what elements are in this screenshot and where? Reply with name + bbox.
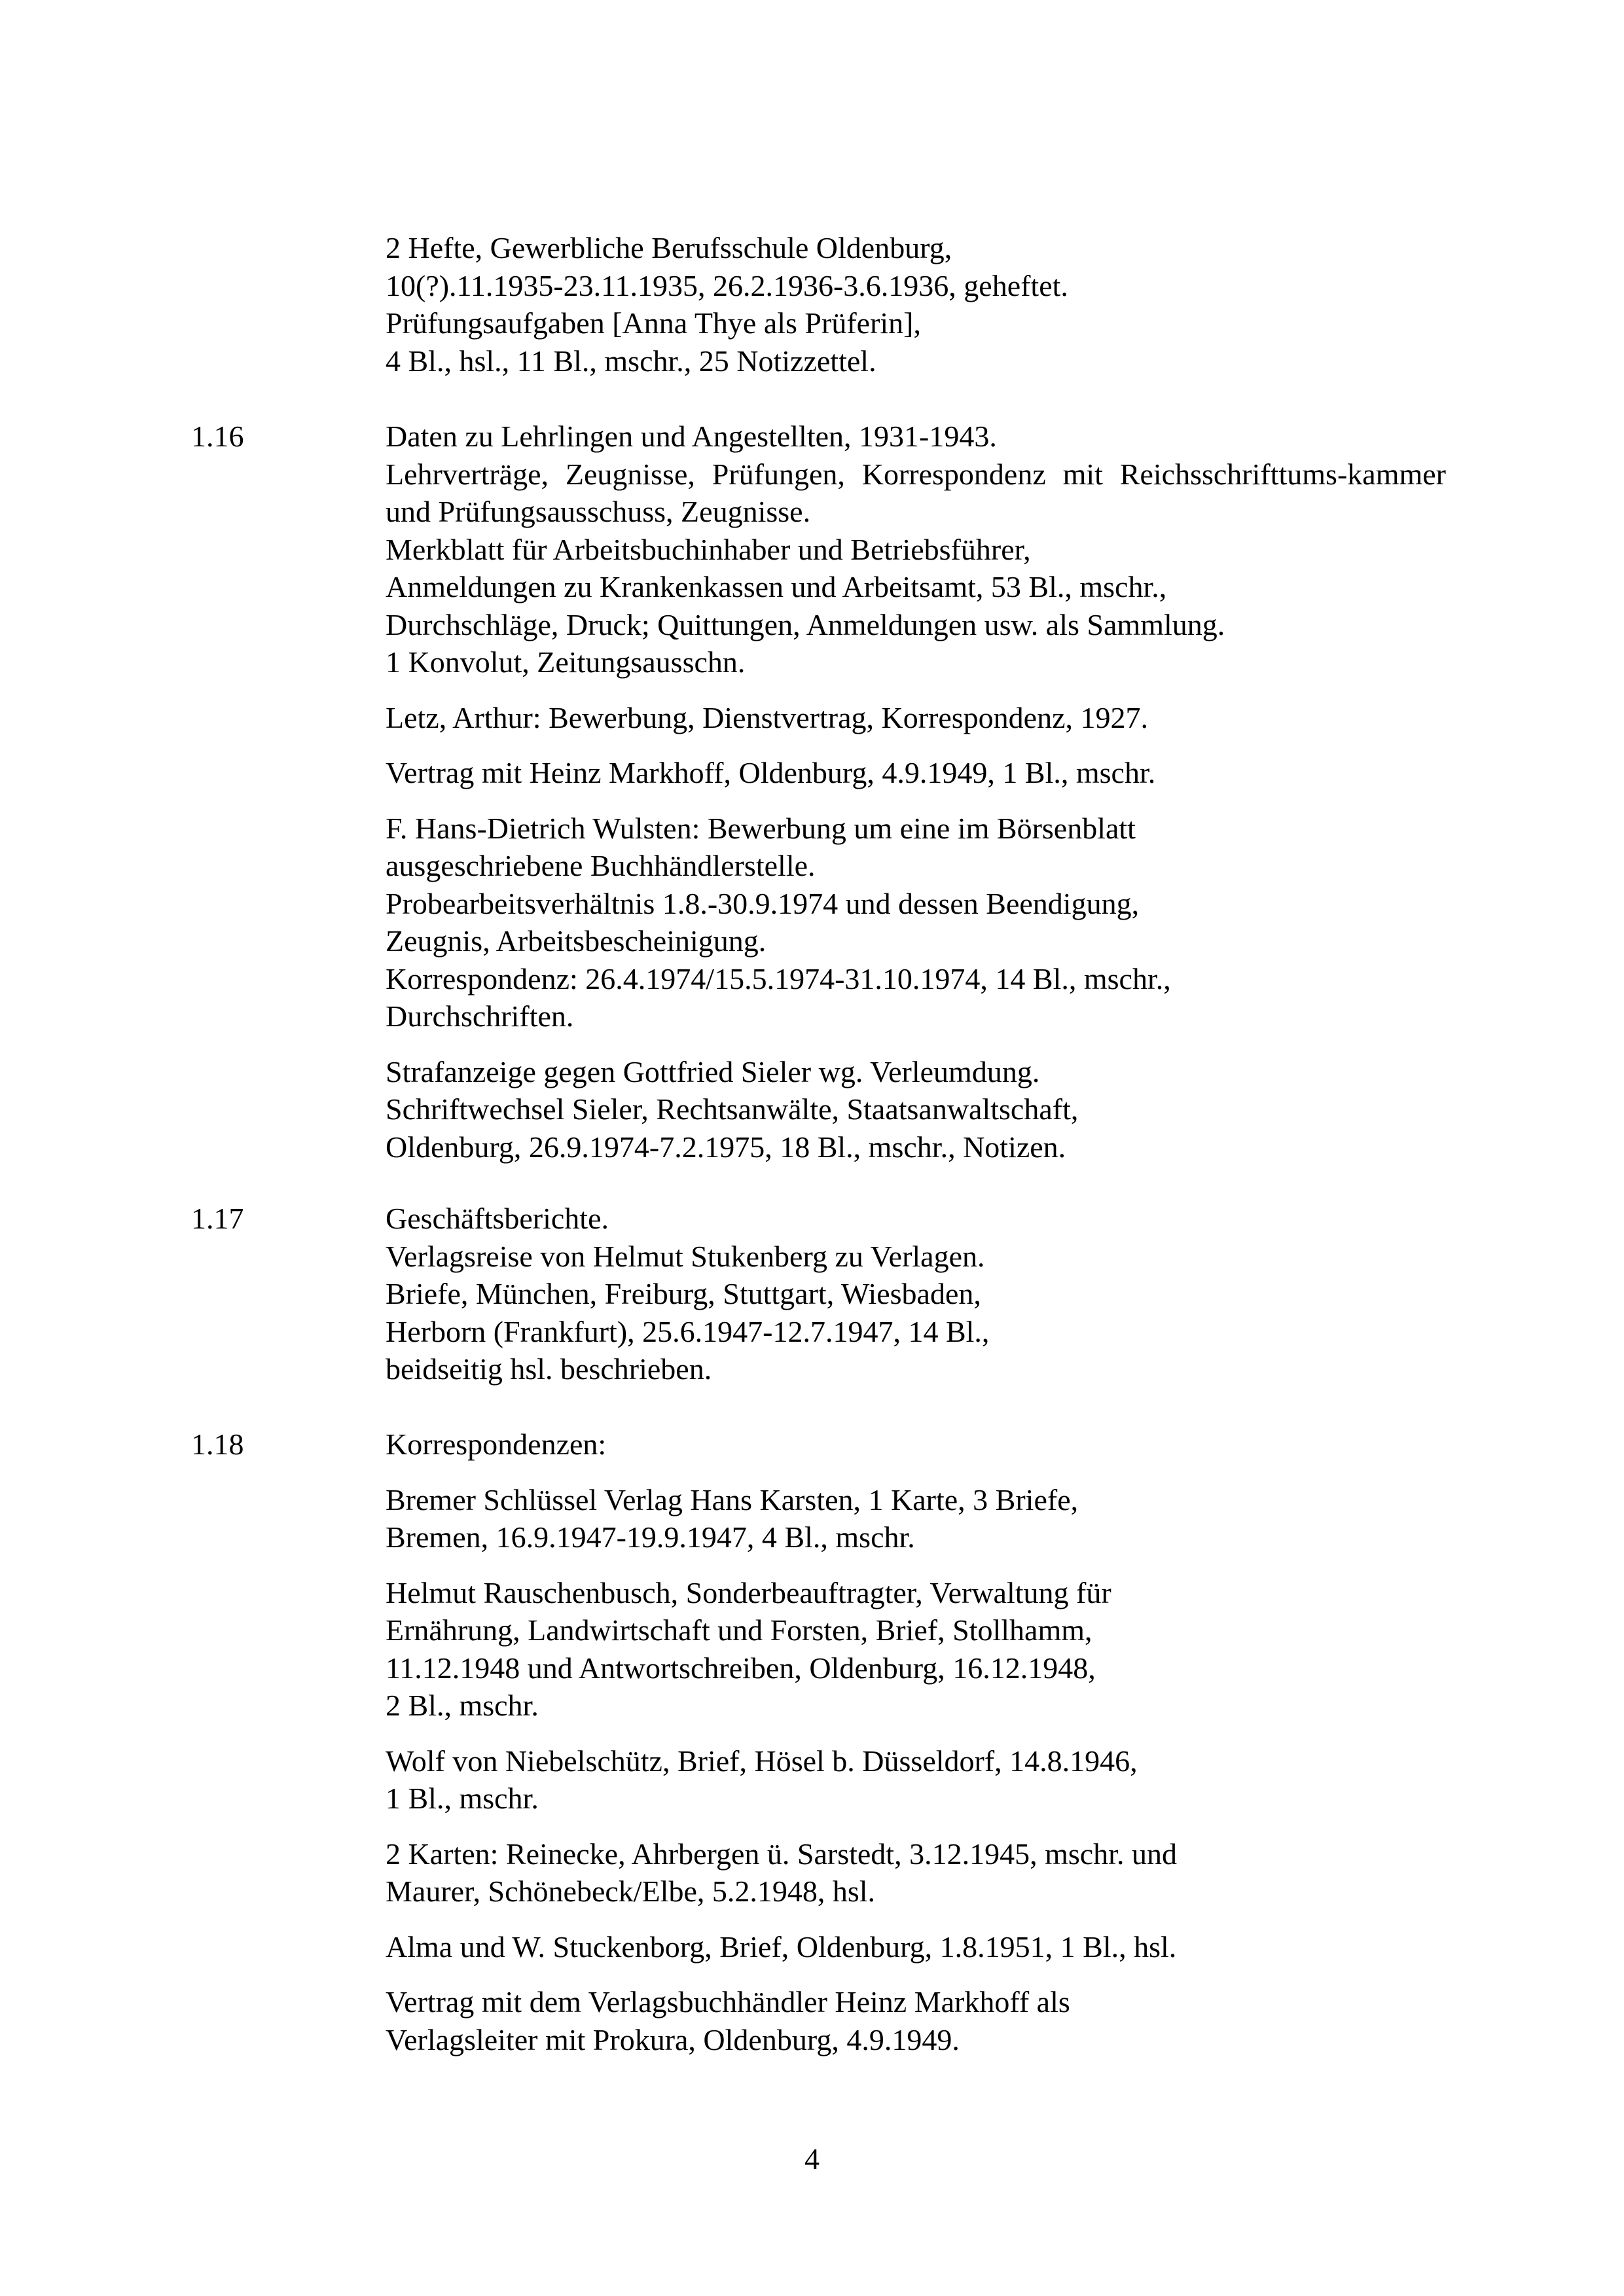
entry-paragraph: Merkblatt für Arbeitsbuchinhaber und Betriebsführer, Anmeldungen zu Krankenkassen und Arbeitsamt, 53 Bl., mschr., Durchschläge, Druck; Quittungen, Anmeldungen usw. als Sammlung. 1 Konvolut, Zeitungsausschn. [386, 532, 1225, 679]
entry-paragraph: Bremer Schlüssel Verlag Hans Karsten, 1 Karte, 3 Briefe, Bremen, 16.9.1947-19.9.1947, 4 Bl., mschr. [386, 1482, 1079, 1554]
entry-paragraph: Wolf von Niebelschütz, Brief, Hösel b. Düsseldorf, 14.8.1946, 1 Bl., mschr. [386, 1744, 1138, 1815]
entry-paragraph: Daten zu Lehrlingen und Angestellten, 1931-1943. [386, 420, 997, 453]
entry-paragraph: Geschäftsberichte. Verlagsreise von Helmut Stukenberg zu Verlagen. Briefe, München, Freiburg, Stuttgart, Wiesbaden, Herborn (Frankfurt), 25.6.1947-12.7.1947, 14 Bl., beidseitig hsl. beschrieben. [386, 1202, 990, 1386]
entry-paragraph: Vertrag mit Heinz Markhoff, Oldenburg, 4.9.1949, 1 Bl., mschr. [386, 756, 1156, 789]
entry-paragraph: F. Hans-Dietrich Wulsten: Bewerbung um eine im Börsenblatt ausgeschriebene Buchhändlerstelle. Probearbeitsverhältnis 1.8.-30.9.1974 und dessen Beendigung, Zeugnis, Arbeitsbescheinigung. Korrespondenz: 26.4.1974/15.5.1974-31.10.1974, 14 Bl., mschr., Durchschriften. [386, 811, 1171, 1033]
entry-paragraph: Korrespondenzen: [386, 1427, 607, 1461]
entry-paragraph: Lehrverträge, Zeugnisse, Prüfungen, Korrespondenz mit Reichsschrifttums-kammer und Prüfungsausschuss, Zeugnisse. [386, 457, 1446, 528]
entry-paragraph: 2 Karten: Reinecke, Ahrbergen ü. Sarstedt, 3.12.1945, mschr. und Maurer, Schönebeck/Elbe, 5.2.1948, hsl. [386, 1837, 1177, 1908]
page-number: 4 [804, 2142, 820, 2176]
entry-body [386, 1426, 1446, 2058]
entry-body [386, 1200, 1446, 1388]
intro-body [386, 229, 1446, 380]
entry-paragraph: Vertrag mit dem Verlagsbuchhändler Heinz Markhoff als Verlagsleiter mit Prokura, Oldenburg, 4.9.1949. [386, 1985, 1070, 2056]
entry-number: 1.18 [191, 1427, 244, 1461]
entry-paragraph: Alma und W. Stuckenborg, Brief, Oldenburg, 1.8.1951, 1 Bl., hsl. [386, 1929, 1177, 1964]
entry-paragraph: Helmut Rauschenbusch, Sonderbeauftragter, Verwaltung für Ernährung, Landwirtschaft und Forsten, Brief, Stollhamm, 11.12.1948 und Antwortschreiben, Oldenburg, 16.12.1948, 2 Bl., mschr. [386, 1575, 1111, 1722]
entry-number: 1.16 [191, 420, 244, 453]
intro-paragraph: 2 Hefte, Gewerbliche Berufsschule Oldenburg, 10(?).11.1935-23.11.1935, 26.2.1936-3.6.1936, geheftet. Prüfungsaufgaben [Anna Thye als Prüferin], 4 Bl., hsl., 11 Bl., mschr., 25 Notizzettel. [386, 231, 1068, 378]
entry-paragraph: Strafanzeige gegen Gottfried Sieler wg. Verleumdung. Schriftwechsel Sieler, Rechtsanwälte, Staatsanwaltschaft, Oldenburg, 26.9.1974-7.2.1975, 18 Bl., mschr., Notizen. [386, 1054, 1079, 1164]
entry-paragraph: Letz, Arthur: Bewerbung, Dienstvertrag, Korrespondenz, 1927. [386, 700, 1149, 734]
entry-body [386, 418, 1446, 1166]
entry-number: 1.17 [191, 1202, 244, 1235]
